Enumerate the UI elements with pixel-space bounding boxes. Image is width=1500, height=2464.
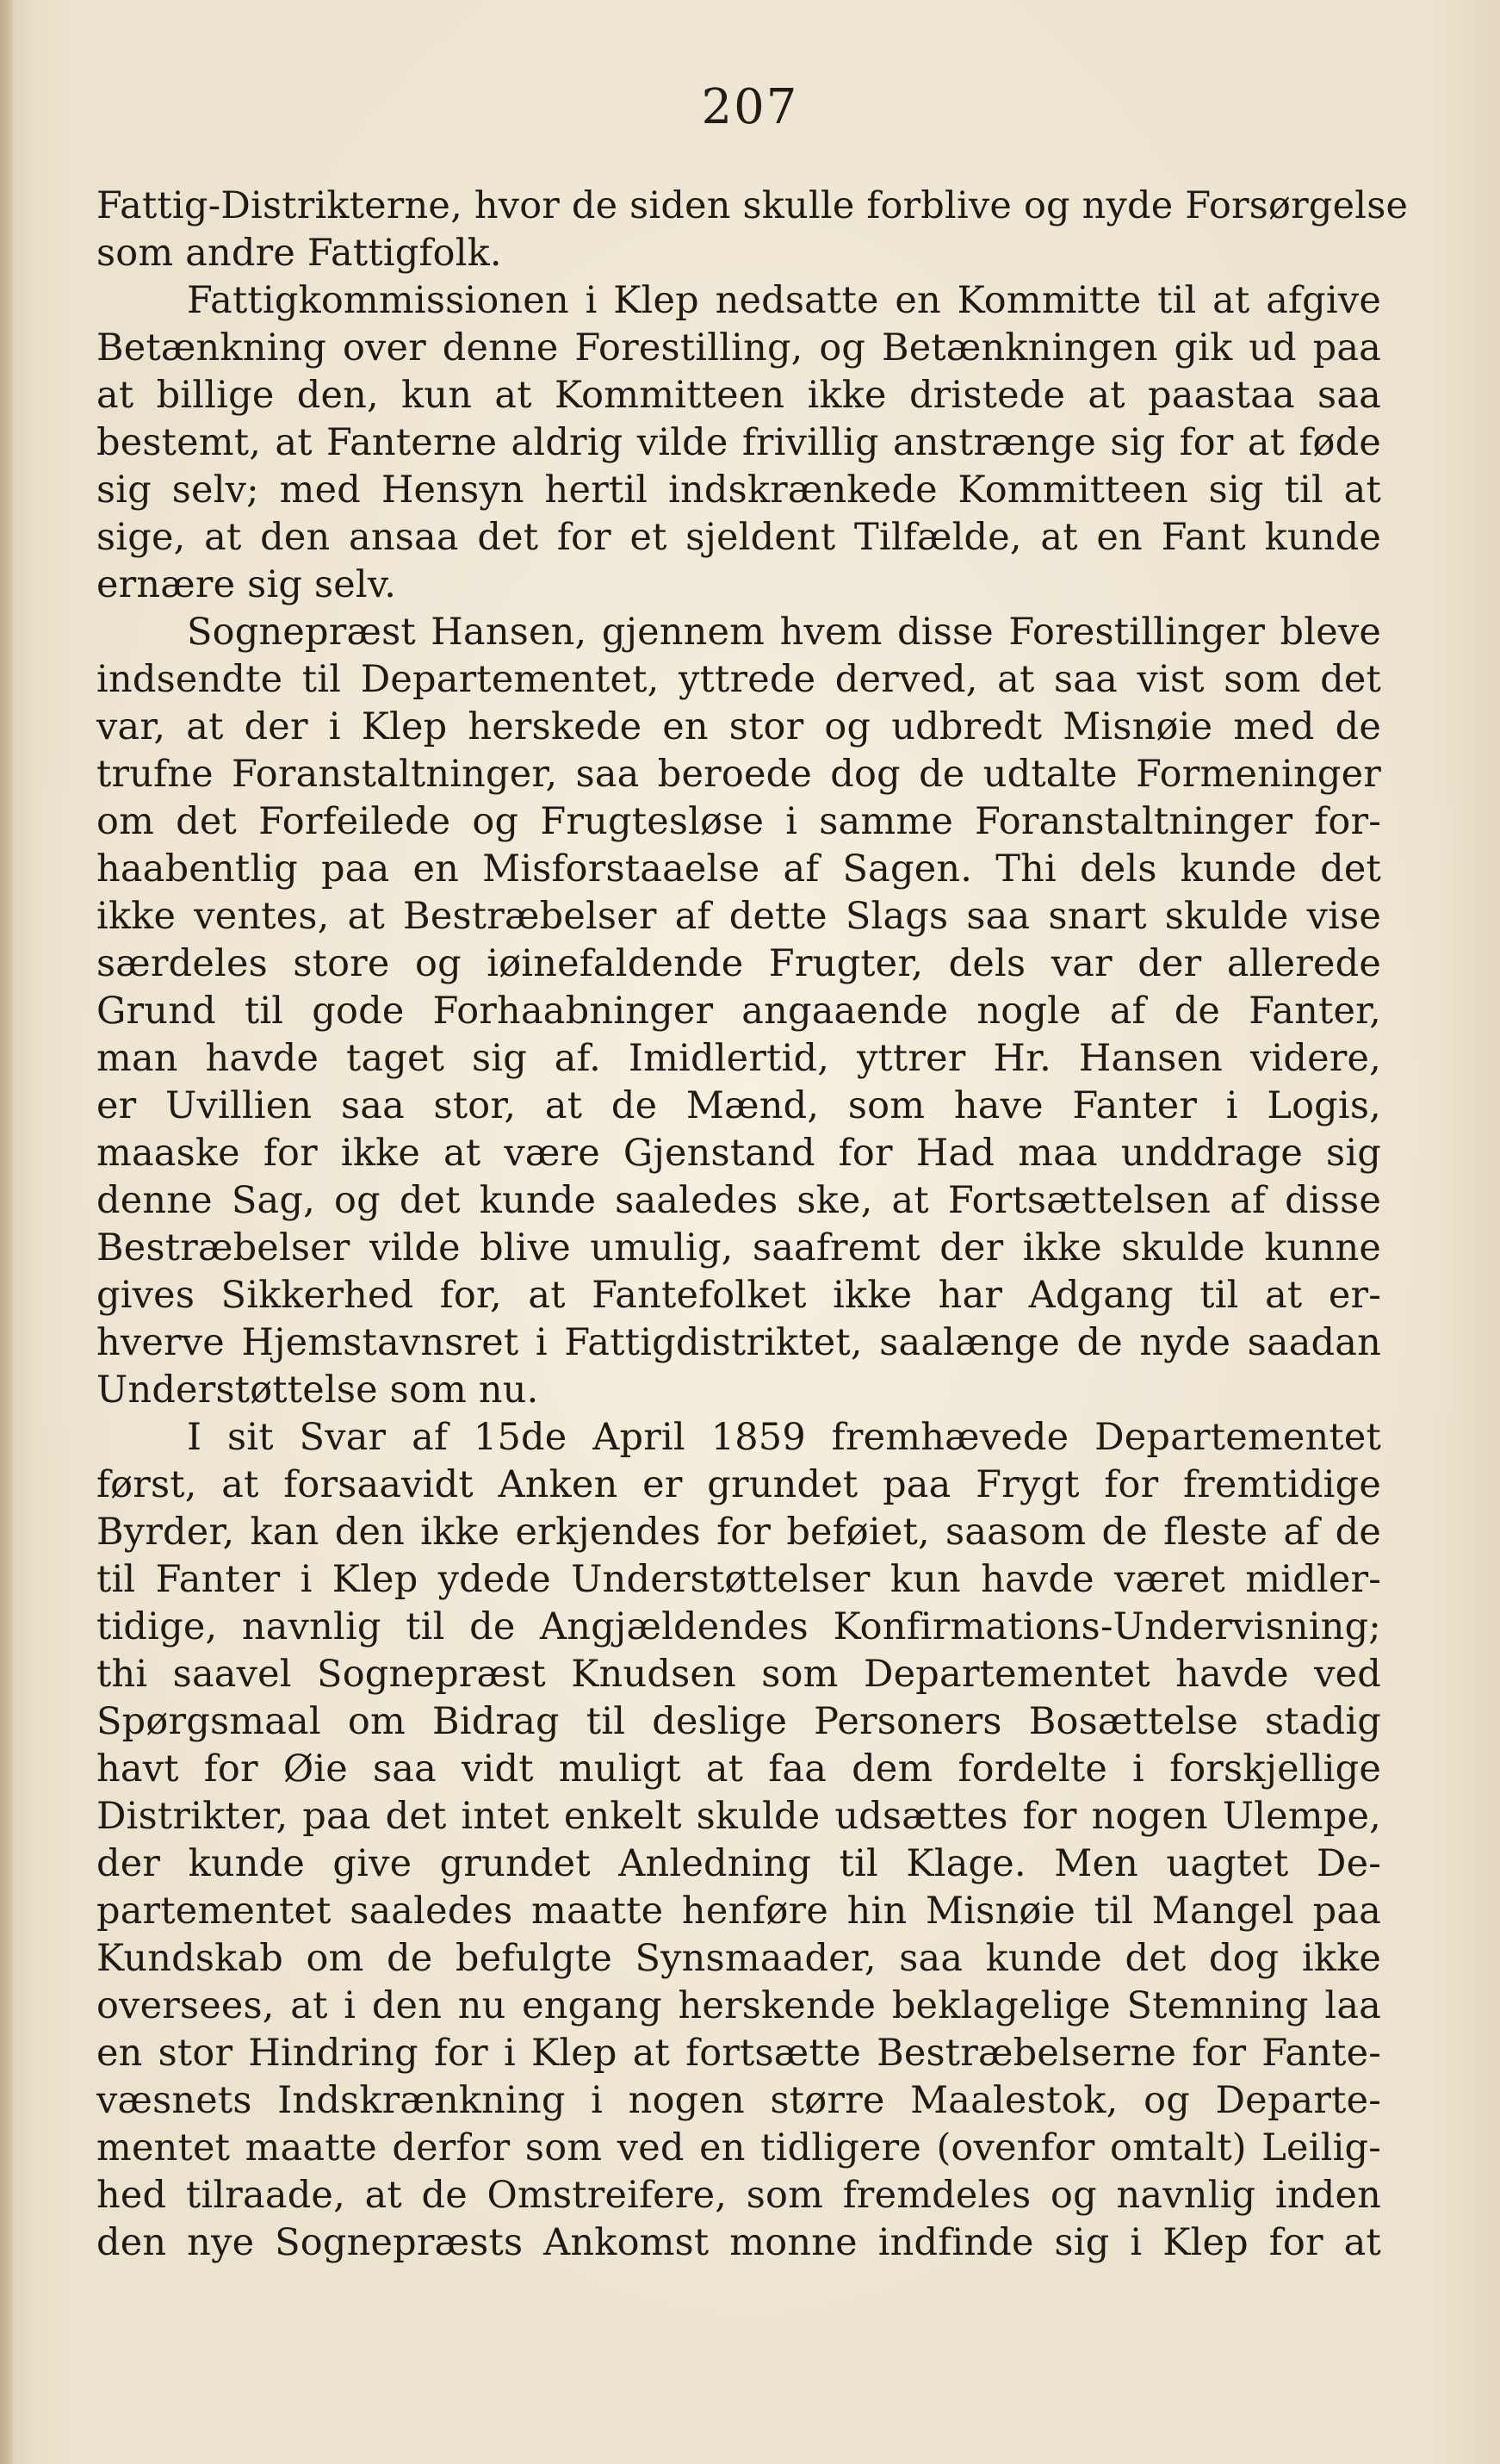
text-line: partementet saaledes maatte henføre hin Misnøie til Mangel paa <box>96 1890 1381 1933</box>
text-line: hverve Hjemstavnsret i Fattigdistriktet, saalænge de nyde saadan <box>96 1321 1381 1364</box>
text-line: væsnets Indskrænkning i nogen større Maalestok, og Departe- <box>96 2079 1381 2122</box>
text-line: hed tilraade, at de Omstreifere, som fremdeles og navnlig inden <box>96 2174 1381 2217</box>
text-line: den nye Sognepræsts Ankomst monne indfinde sig i Klep for at <box>96 2221 1381 2264</box>
page-edge <box>0 0 12 2464</box>
text-line: Distrikter, paa det intet enkelt skulde udsættes for nogen Ulempe, <box>96 1795 1381 1838</box>
text-line: mentet maatte derfor som ved en tidligere (ovenfor omtalt) Leilig- <box>96 2126 1381 2169</box>
text-line: indsendte til Departementet, yttrede derved, at saa vist som det <box>96 658 1381 701</box>
text-line: der kunde give grundet Anledning til Klage. Men uagtet De- <box>96 1842 1381 1885</box>
text-line: tidige, navnlig til de Angjældendes Konfirmations-Undervisning; <box>96 1605 1381 1648</box>
text-line: man havde taget sig af. Imidlertid, yttrer Hr. Hansen videre, <box>96 1037 1381 1080</box>
text-line: sig selv; med Hensyn hertil indskrænkede Kommitteen sig til at <box>96 469 1381 512</box>
text-line: Spørgsmaal om Bidrag til deslige Personers Bosættelse stadig <box>96 1700 1381 1743</box>
text-line: denne Sag, og det kunde saaledes ske, at Fortsættelsen af disse <box>96 1179 1381 1222</box>
text-line: særdeles store og iøinefaldende Frugter, dels var der allerede <box>96 942 1381 985</box>
text-line: Betænkning over denne Forestilling, og Betænkningen gik ud paa <box>96 326 1381 369</box>
text-line: thi saavel Sognepræst Knudsen som Departementet havde ved <box>96 1653 1381 1696</box>
text-line: haabentlig paa en Misforstaaelse af Sagen. Thi dels kunde det <box>96 847 1381 891</box>
text-line: sige, at den ansaa det for et sjeldent Tilfælde, at en Fant kunde <box>96 516 1381 559</box>
page-number: 207 <box>701 79 799 135</box>
text-line: bestemt, at Fanterne aldrig vilde frivillig anstrænge sig for at føde <box>96 421 1381 464</box>
text-line: Kundskab om de befulgte Synsmaader, saa kunde det dog ikke <box>96 1937 1381 1980</box>
text-line: som andre Fattigfolk. <box>96 232 502 275</box>
text-line: oversees, at i den nu engang herskende beklagelige Stemning laa <box>96 1984 1381 2027</box>
text-line: Bestræbelser vilde blive umulig, saafremt der ikke skulde kunne <box>96 1226 1381 1269</box>
text-line: til Fanter i Klep ydede Understøttelser kun havde været midler- <box>96 1558 1381 1601</box>
text-line: om det Forfeilede og Frugtesløse i samme Foranstaltninger for- <box>96 800 1381 843</box>
text-line: var, at der i Klep herskede en stor og udbredt Misnøie med de <box>96 705 1381 748</box>
body-text <box>96 183 1409 2267</box>
text-line: I sit Svar af 15de April 1859 fremhævede Departementet <box>187 1416 1381 1459</box>
text-line: Understøttelse som nu. <box>96 1369 539 1412</box>
text-line: ikke ventes, at Bestræbelser af dette Slags saa snart skulde vise <box>96 895 1381 938</box>
text-line: en stor Hindring for i Klep at fortsætte Bestræbelserne for Fante- <box>96 2032 1381 2075</box>
text-line: gives Sikkerhed for, at Fantefolket ikke har Adgang til at er- <box>96 1274 1381 1317</box>
text-line: maaske for ikke at være Gjenstand for Had maa unddrage sig <box>96 1132 1381 1175</box>
text-line: er Uvillien saa stor, at de Mænd, som have Fanter i Logis, <box>96 1084 1381 1127</box>
text-line: Sognepræst Hansen, gjennem hvem disse Forestillinger bleve <box>187 611 1381 654</box>
text-line: Fattigkommissionen i Klep nedsatte en Kommitte til at afgive <box>187 279 1381 322</box>
text-line: havt for Øie saa vidt muligt at faa dem fordelte i forskjellige <box>96 1747 1381 1791</box>
text-line: først, at forsaavidt Anken er grundet paa Frygt for fremtidige <box>96 1463 1381 1506</box>
text-line: Grund til gode Forhaabninger angaaende nogle af de Fanter, <box>96 990 1381 1033</box>
text-line: at billige den, kun at Kommitteen ikke dristede at paastaa saa <box>96 374 1381 417</box>
text-line: Byrder, kan den ikke erkjendes for beføiet, saasom de fleste af de <box>96 1511 1381 1554</box>
text-line: trufne Foranstaltninger, saa beroede dog de udtalte Formeninger <box>96 753 1381 796</box>
text-line: Fattig-Distrikterne, hvor de siden skulle forblive og nyde Forsørgelse <box>96 184 1409 227</box>
text-line: ernære sig selv. <box>96 563 397 606</box>
